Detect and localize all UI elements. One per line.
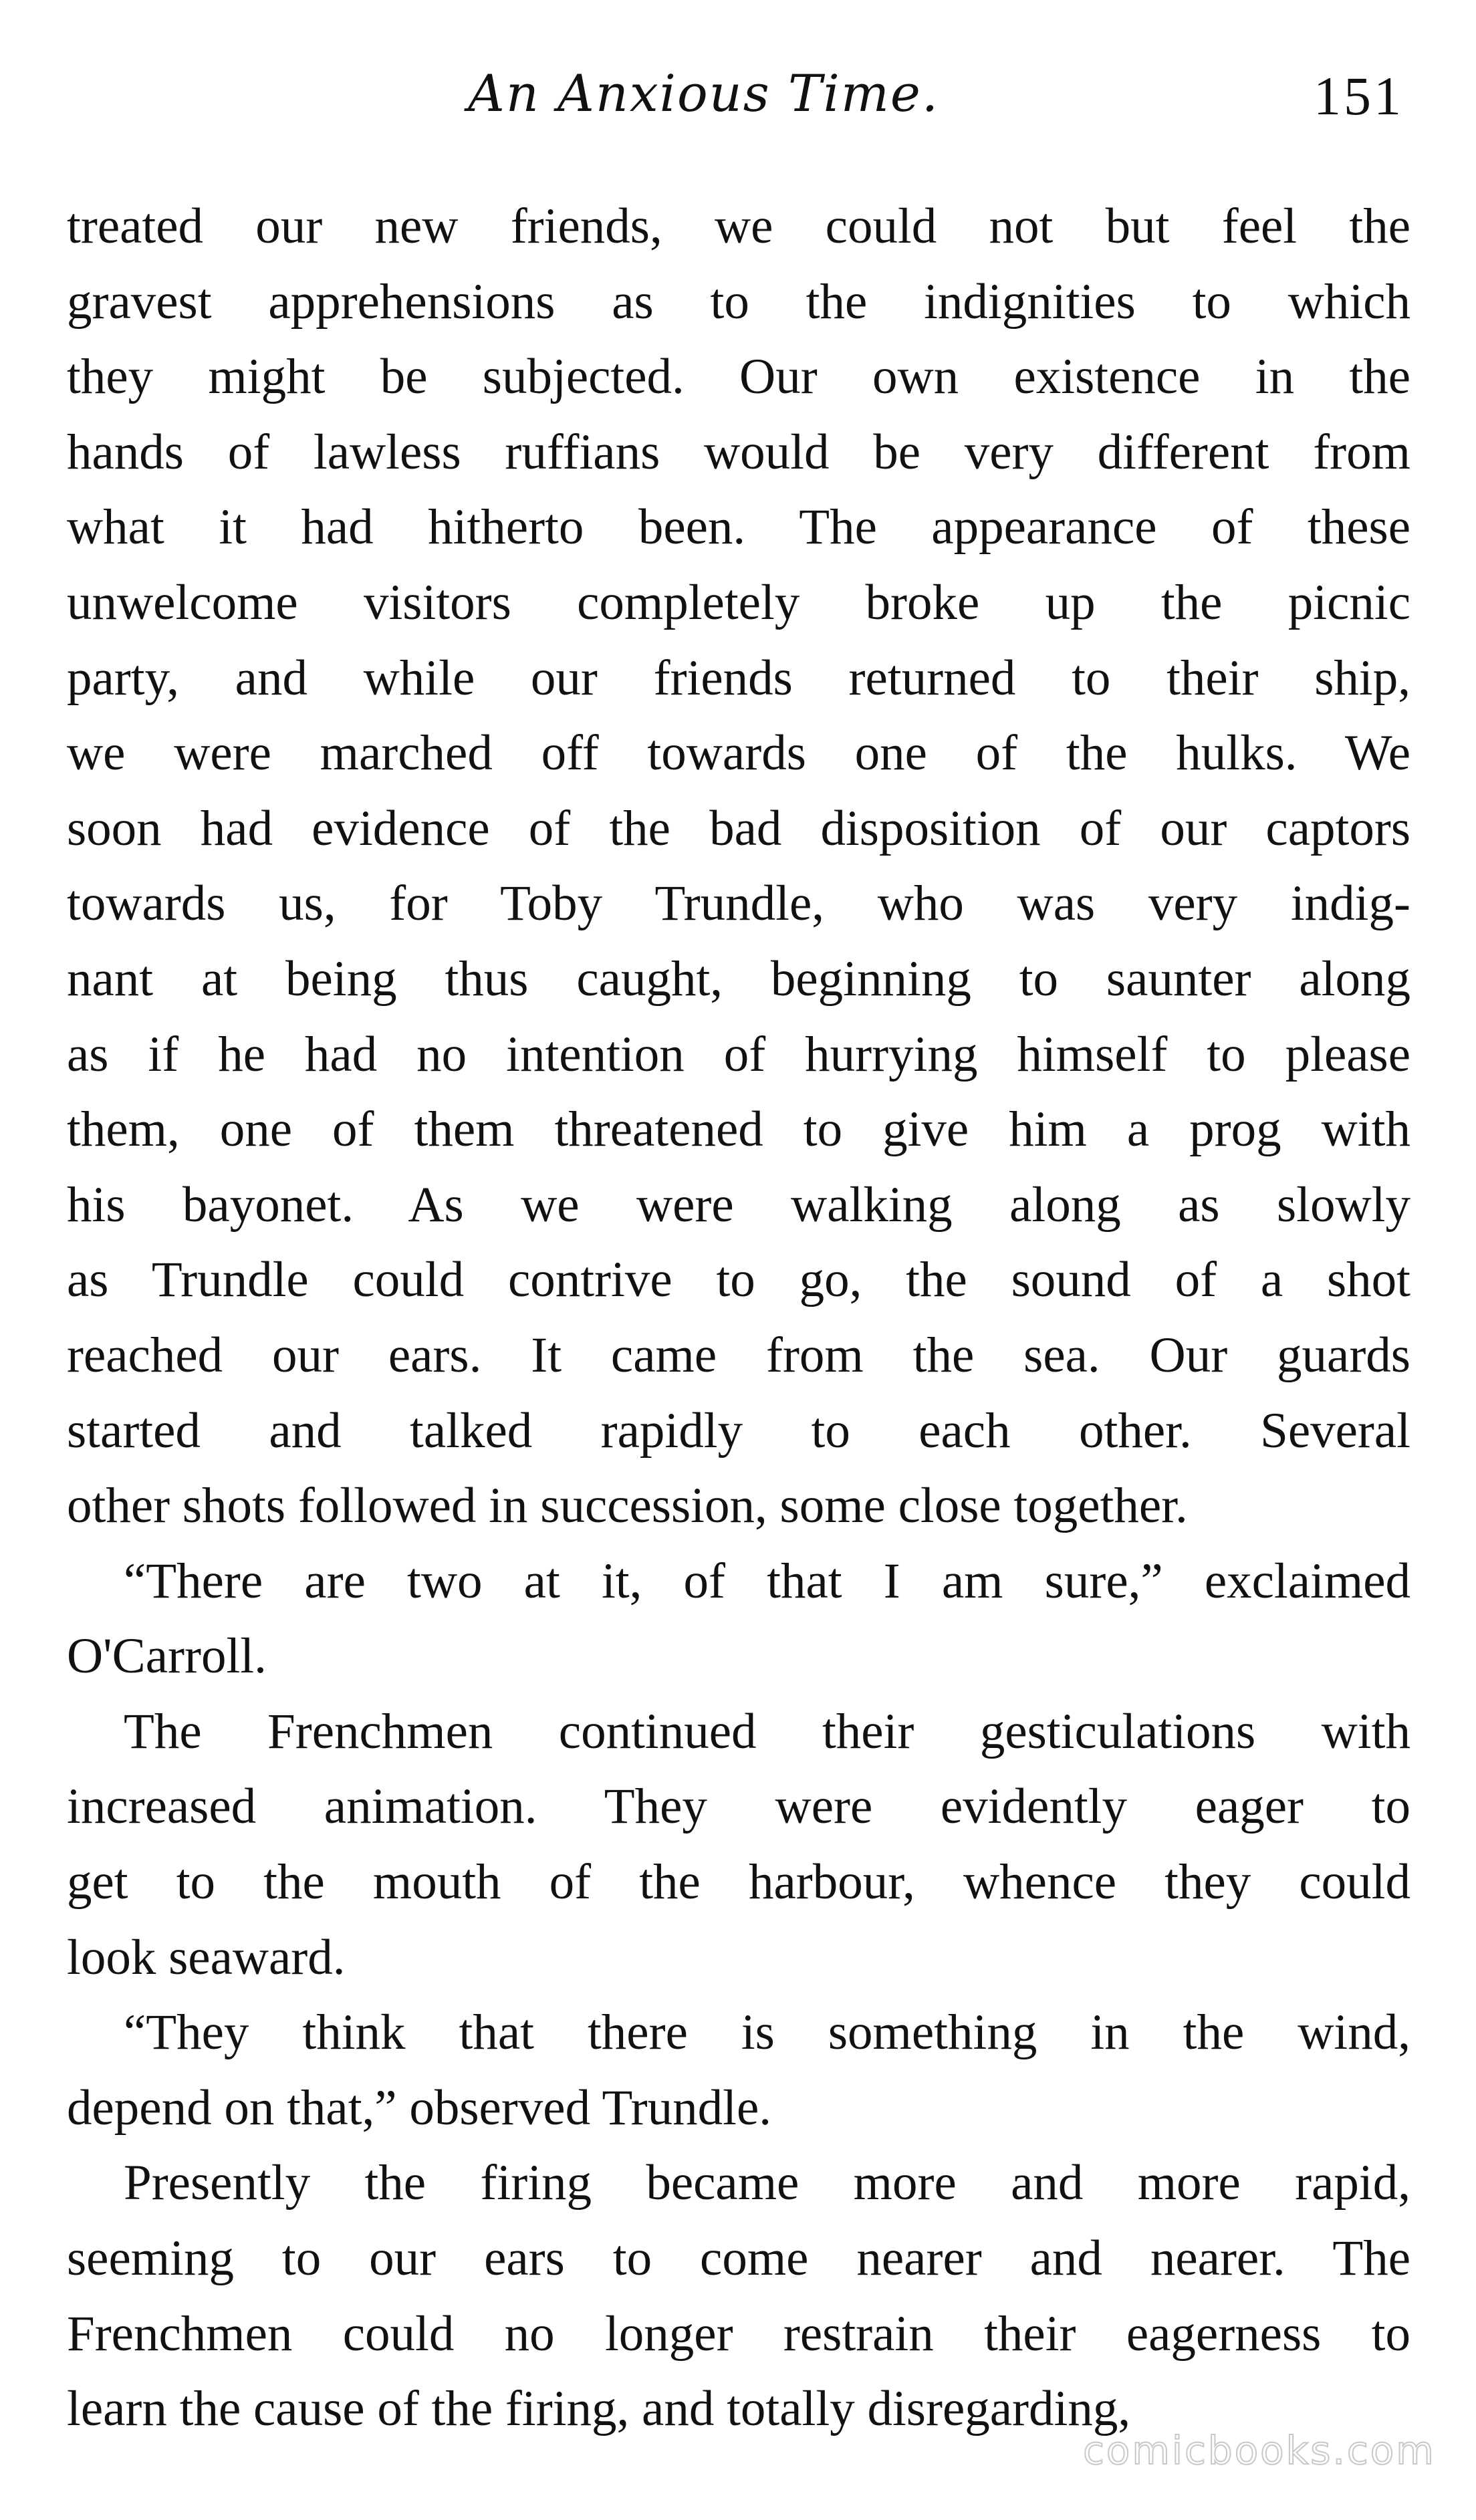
- text-line: look seaward.: [67, 1929, 346, 1985]
- text-line: “They think that there is something in the wind,: [124, 2005, 1410, 2061]
- text-line: other shots followed in succession, some close together.: [67, 1478, 1188, 1534]
- text-line: Presently the firing became more and more rapid,: [124, 2155, 1410, 2211]
- running-head: [0, 64, 1476, 144]
- text-line: towards us, for Toby Trundle, who was very indig-: [67, 876, 1410, 932]
- text-line: increased animation. They were evidently eager to: [67, 1779, 1410, 1835]
- text-line: them, one of them threatened to give him a prog with: [67, 1102, 1410, 1158]
- text-line: treated our new friends, we could not but feel the: [67, 199, 1410, 254]
- body-text: [67, 189, 1410, 2447]
- running-title: An Anxious Time.: [468, 64, 940, 123]
- text-line: reached our ears. It came from the sea. Our guards: [67, 1327, 1410, 1383]
- text-line: seeming to our ears to come nearer and nearer. The: [67, 2231, 1410, 2287]
- text-line: soon had evidence of the bad disposition of our captors: [67, 800, 1410, 856]
- page-number: 151: [1314, 66, 1404, 126]
- text-line: Frenchmen could no longer restrain their eagerness to: [67, 2305, 1410, 2362]
- text-line: get to the mouth of the harbour, whence they could: [67, 1854, 1410, 1910]
- text-line: “There are two at it, of that I am sure,” exclaimed: [124, 1553, 1410, 1609]
- text-line: we were marched off towards one of the hulks. We: [67, 725, 1410, 781]
- text-line: party, and while our friends returned to their ship,: [67, 650, 1410, 706]
- text-line: depend on that,” observed Trundle.: [67, 2080, 771, 2136]
- watermark: comicbooks.com: [1083, 2428, 1436, 2473]
- text-line: unwelcome visitors completely broke up the picnic: [67, 574, 1410, 630]
- text-line: gravest apprehensions as to the indignities to which: [67, 273, 1410, 330]
- text-line: as if he had no intention of hurrying himself to please: [67, 1026, 1410, 1082]
- text-line: O'Carroll.: [67, 1628, 267, 1684]
- text-line: they might be subjected. Our own existence in the: [67, 349, 1410, 405]
- text-line: what it had hitherto been. The appearance of these: [67, 499, 1410, 555]
- text-line: hands of lawless ruffians would be very different from: [67, 424, 1410, 480]
- text-line: started and talked rapidly to each other. Several: [67, 1402, 1410, 1459]
- text-line: as Trundle could contrive to go, the sound of a shot: [67, 1252, 1410, 1308]
- text-line: nant at being thus caught, beginning to saunter along: [67, 951, 1410, 1007]
- text-line: learn the cause of the firing, and totally disregarding,: [67, 2381, 1131, 2437]
- text-line: his bayonet. As we were walking along as slowly: [67, 1176, 1410, 1233]
- text-line: The Frenchmen continued their gesticulations with: [124, 1703, 1410, 1759]
